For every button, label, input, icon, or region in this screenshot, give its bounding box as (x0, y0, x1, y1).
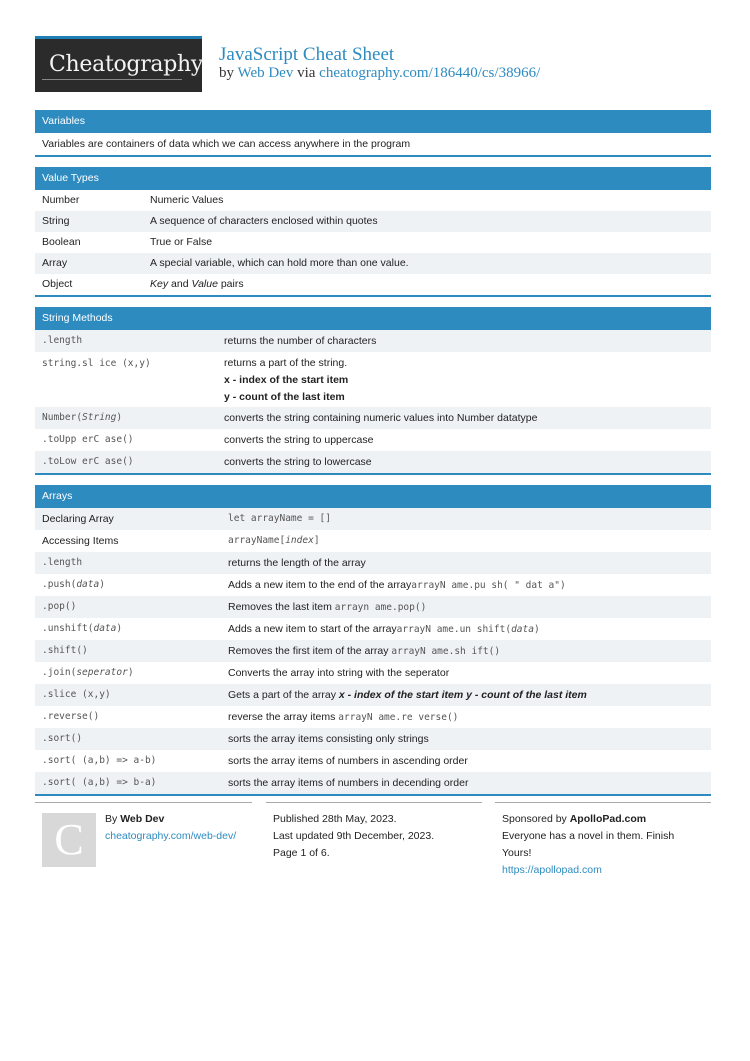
table-row (35, 684, 711, 706)
published-date: Published 28th May, 2023. (273, 813, 397, 825)
term: String (42, 215, 70, 227)
table-row (35, 407, 711, 429)
code: arrayName[index] (228, 535, 320, 546)
cheatography-logo[interactable] (35, 36, 202, 92)
method: .sort( (a,b) => b-a) (42, 777, 157, 788)
sponsored-label: Sponsored by (502, 813, 567, 825)
code: arrayN ame.re verse() (338, 712, 459, 723)
table-row (35, 211, 711, 232)
description: returns the number of characters (224, 335, 377, 347)
method: .sort( (a,b) => a-b) (42, 755, 157, 766)
section-title: Arrays (35, 485, 711, 508)
section-variables (35, 110, 711, 157)
method: .unshift(data) (42, 623, 123, 634)
method: string.sl ice (x,y) (42, 358, 151, 369)
description: Removes the first item of the array arrayN ame.sh ift() (228, 645, 501, 657)
method: .toLow erC ase() (42, 456, 134, 467)
section-arrays (35, 485, 711, 796)
definition: Numeric Values (150, 194, 224, 206)
method: .pop() (42, 601, 77, 612)
table-row (35, 552, 711, 574)
term: Number (42, 194, 80, 206)
method: .reverse() (42, 711, 100, 722)
term: Boolean (42, 236, 81, 248)
sponsor-tagline: Everyone has a novel in them. Finish Yours! (502, 830, 675, 859)
description: sorts the array items of numbers in ascending order (228, 755, 468, 767)
slice-params: x - index of the start item y - count of the last item (338, 689, 587, 701)
by-label: By (105, 813, 118, 825)
variables-description-row (35, 133, 711, 155)
author-link[interactable]: Web Dev (237, 65, 294, 81)
table-row (35, 618, 711, 640)
footer-author (35, 802, 252, 883)
table-row (35, 330, 711, 352)
term: Object (42, 278, 73, 290)
description: Removes the last item arrayn ame.pop() (228, 601, 427, 613)
description-line: returns a part of the string. (224, 357, 348, 369)
table-row (35, 640, 711, 662)
description: Gets a part of the array x - index of the start item y - count of the last item (228, 689, 587, 701)
definition (150, 274, 244, 295)
description: converts the string containing numeric values into Number datatype (224, 412, 538, 424)
logo-underline (42, 79, 182, 80)
table-row (35, 508, 711, 530)
section-title: String Methods (35, 307, 711, 330)
table-row (35, 772, 711, 794)
sponsor-text (502, 811, 702, 879)
code: arrayN ame.un shift(data) (396, 624, 540, 635)
term: Array (42, 257, 68, 269)
table-row (35, 253, 711, 274)
term: Accessing Items (42, 535, 119, 547)
description: sorts the array items of numbers in decending order (228, 777, 469, 789)
definition: A special variable, which can hold more than one value. (150, 257, 409, 269)
table-row (35, 451, 711, 473)
table-row (35, 232, 711, 253)
author-avatar: C (42, 813, 96, 867)
section-value-types (35, 167, 711, 297)
description: returns the length of the array (228, 557, 366, 569)
publish-text (273, 811, 434, 862)
method: .join(seperator) (42, 667, 134, 678)
section-title: Variables (35, 110, 711, 133)
method: .push(data) (42, 579, 105, 590)
description-line: x - index of the start item (224, 374, 349, 386)
updated-date: Last updated 9th December, 2023. (273, 830, 435, 842)
page-number: Page 1 of 6. (273, 847, 330, 859)
method: .slice (x,y) (42, 689, 111, 700)
code: arrayN ame.sh ift() (391, 646, 501, 657)
table-row (35, 728, 711, 750)
description: converts the string to uppercase (224, 434, 374, 446)
description: reverse the array items arrayN ame.re verse() (228, 711, 459, 723)
method: .length (42, 335, 83, 346)
code: let arrayName = [] (228, 513, 331, 524)
definition: True or False (150, 236, 213, 248)
and-word: and (168, 278, 192, 290)
definition: A sequence of characters enclosed within quotes (150, 215, 378, 227)
section-string-methods (35, 307, 711, 475)
method: Number(String) (42, 412, 123, 423)
table-row (35, 574, 711, 596)
section-title: Value Types (35, 167, 711, 190)
author-profile-link[interactable]: cheatography.com/web-dev/ (105, 830, 237, 842)
sponsor-name: ApolloPad.com (569, 813, 647, 825)
variables-description: Variables are containers of data which we can access anywhere in the program (42, 138, 411, 150)
page-subtitle (219, 65, 540, 82)
description: sorts the array items consisting only strings (228, 733, 429, 745)
by-label: by (219, 65, 234, 81)
key-word: Key (150, 278, 169, 290)
description: Adds a new item to start of the arrayarrayN ame.un shift(data) (228, 623, 540, 635)
table-row (35, 596, 711, 618)
code: arrayN ame.pu sh( " dat a") (411, 580, 566, 591)
method: .toUpp erC ase() (42, 434, 134, 445)
term: Declaring Array (42, 513, 114, 525)
via-label: via (297, 65, 316, 81)
description-line: y - count of the last item (224, 391, 345, 403)
table-row (35, 352, 711, 407)
table-row (35, 274, 711, 295)
description: Converts the array into string with the seperator (228, 667, 450, 679)
sheet-url-link[interactable]: cheatography.com/186440/cs/38966/ (319, 65, 541, 81)
author-info (105, 811, 236, 845)
sponsor-link[interactable]: https://apollopad.com (502, 864, 602, 876)
footer-sponsor (495, 802, 711, 883)
method: .length (42, 557, 83, 568)
table-row (35, 530, 711, 552)
table-row (35, 429, 711, 451)
method: .shift() (42, 645, 88, 656)
method: .sort() (42, 733, 83, 744)
table-row (35, 662, 711, 684)
page-title: JavaScript Cheat Sheet (219, 44, 395, 65)
description (224, 355, 348, 406)
description: Adds a new item to the end of the arrayarrayN ame.pu sh( " dat a") (228, 579, 566, 591)
logo-text: Cheatography (49, 52, 204, 77)
author-name: Web Dev (120, 813, 165, 825)
table-row (35, 706, 711, 728)
footer-publish-info (266, 802, 482, 883)
table-row (35, 750, 711, 772)
value-word: Value (191, 278, 218, 290)
description: converts the string to lowercase (224, 456, 372, 468)
table-row (35, 190, 711, 211)
pairs-word: pairs (217, 278, 244, 290)
code: arrayn ame.pop() (334, 602, 427, 613)
